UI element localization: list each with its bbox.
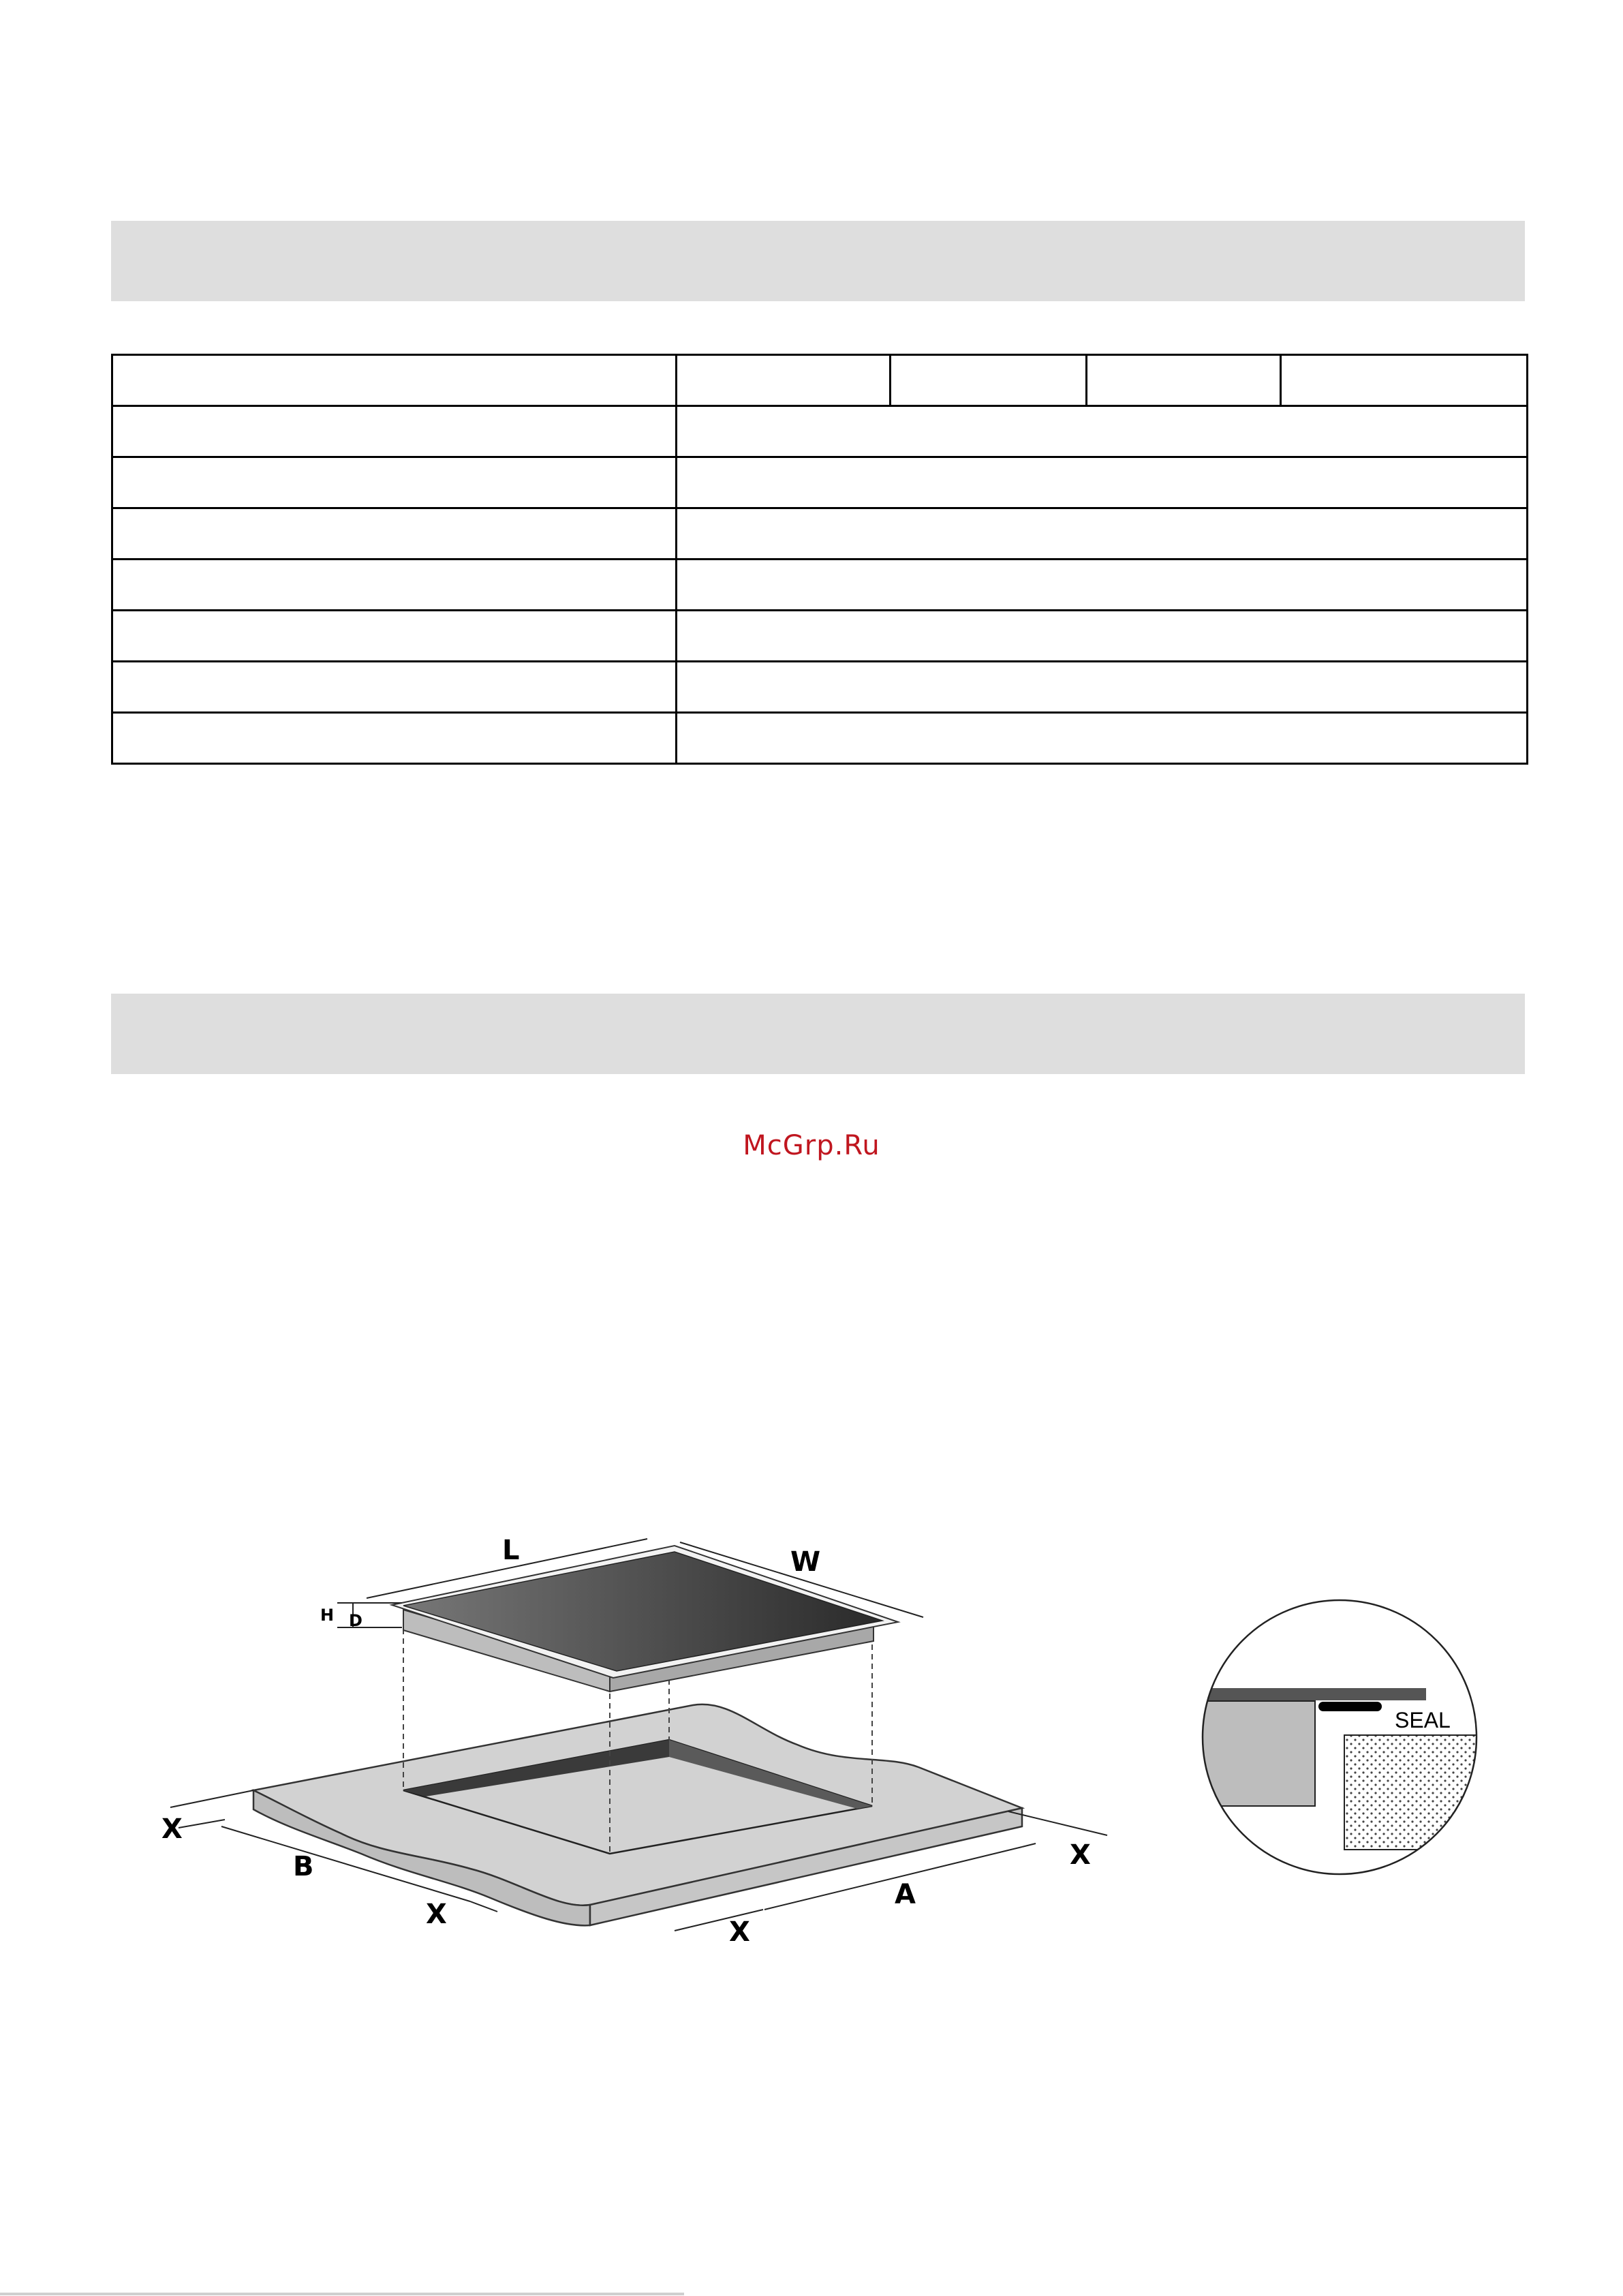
label-X: X bbox=[161, 1813, 183, 1845]
watermark-text: McGrp.Ru bbox=[743, 1130, 880, 1161]
label-X: X bbox=[729, 1916, 750, 1948]
label-A: A bbox=[895, 1879, 916, 1910]
table-row bbox=[112, 406, 1528, 457]
table-cell bbox=[112, 508, 677, 560]
table-cell bbox=[112, 457, 677, 508]
section-header-band bbox=[111, 221, 1525, 301]
table-cell bbox=[112, 406, 677, 457]
table-row bbox=[112, 560, 1528, 611]
table-cell bbox=[677, 508, 1528, 560]
table-row bbox=[112, 457, 1528, 508]
hob-glass-edge bbox=[1203, 1688, 1426, 1700]
table-row bbox=[112, 662, 1528, 713]
label-X: X bbox=[1070, 1839, 1091, 1871]
table-cell bbox=[112, 560, 677, 611]
table-row bbox=[112, 508, 1528, 560]
table-cell bbox=[677, 406, 1528, 457]
table-cell bbox=[1281, 355, 1528, 406]
table-row bbox=[112, 611, 1528, 662]
label-D: D bbox=[349, 1611, 362, 1630]
table-cell bbox=[112, 662, 677, 713]
label-X: X bbox=[426, 1899, 447, 1930]
footer-rule bbox=[0, 2293, 684, 2295]
table-cell bbox=[677, 611, 1528, 662]
table-row bbox=[112, 713, 1528, 764]
table-cell bbox=[112, 713, 677, 764]
table-cell bbox=[677, 355, 891, 406]
table-row bbox=[112, 355, 1528, 406]
table-cell bbox=[677, 713, 1528, 764]
table-cell bbox=[112, 611, 677, 662]
label-L: L bbox=[502, 1535, 520, 1566]
specification-table bbox=[111, 354, 1528, 765]
seal-strip bbox=[1318, 1702, 1382, 1711]
table-cell bbox=[677, 560, 1528, 611]
seal-detail-view bbox=[1199, 1595, 1485, 1881]
hob-appliance bbox=[392, 1546, 898, 1692]
label-B: B bbox=[293, 1851, 314, 1882]
hob-body-section bbox=[1203, 1701, 1315, 1806]
table-cell bbox=[677, 662, 1528, 713]
installation-diagram bbox=[0, 1499, 1158, 1976]
seal-label: SEAL bbox=[1395, 1708, 1451, 1732]
table-cell bbox=[112, 355, 677, 406]
section-header-band bbox=[111, 994, 1525, 1074]
table-cell bbox=[1087, 355, 1281, 406]
label-W: W bbox=[790, 1546, 821, 1578]
table-cell bbox=[677, 457, 1528, 508]
table-cell bbox=[891, 355, 1087, 406]
label-H: H bbox=[320, 1606, 335, 1625]
